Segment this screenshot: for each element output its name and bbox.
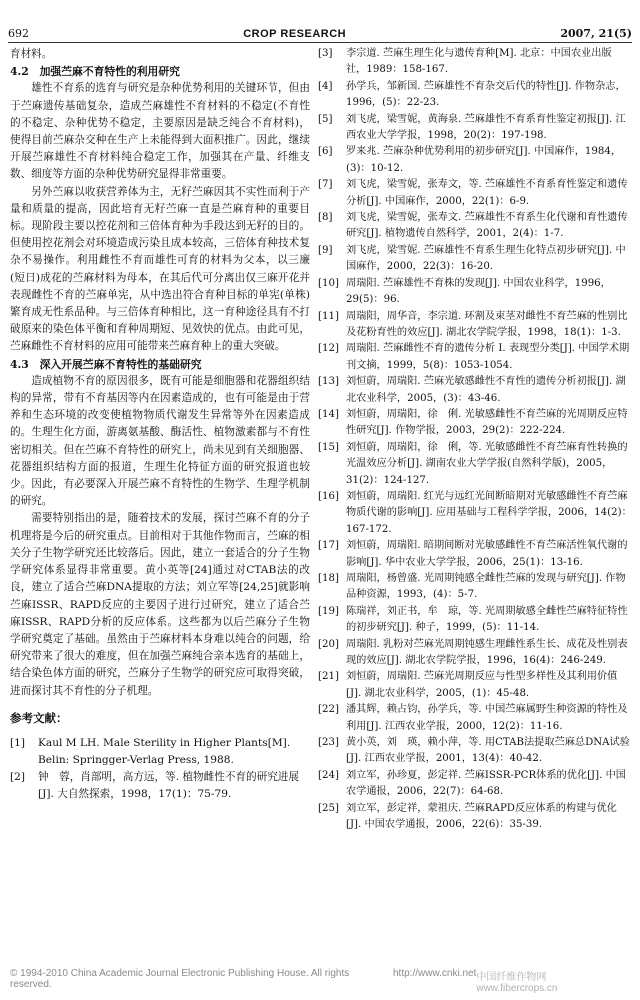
- copyright-notice: © 1994-2010 China Academic Journal Electronic Publishing House. All rights reserved.: [10, 968, 350, 990]
- reference-item: [318, 702, 632, 735]
- reference-item: [10, 769, 310, 803]
- reference-text: 刘飞虎，梁雪妮. 苎麻雄性不育系生理生化特点初步研究[J]. 中国麻作，2000，22(3)：16-20.: [346, 244, 626, 273]
- reference-item: [318, 604, 632, 637]
- section-4-2-paragraph-1: 雄性不育系的选育与研究是杂种优势利用的关键环节，但由于苎麻遗传基础复杂，造成苎麻雄性不育材料的不稳定(不育性的不稳定、杂种优势不稳定，主要原因是缺乏纯合不育材料)，使得目前苎麻杂交种在生产上未能得到大面积推广。因此，继续开展苎麻雄性不育材料纯合稳定工作，加强其在产量、纤维支数、细度等方面的杂种优势研究显得非常重要。: [10, 82, 310, 181]
- watermark: 中国纤维作物网 www.fibercrops.cn: [476, 972, 558, 994]
- reference-item: [318, 735, 632, 768]
- reference-text: 周瑞阳，周华音，李宗道. 环割及束茎对雌性不育苎麻的性别比及花粉育性的效应[J]. 湖北农学院学报，1998，18(1)：1-3.: [346, 310, 628, 338]
- reference-number: [3]: [318, 48, 333, 59]
- reference-item: [318, 341, 632, 374]
- reference-number: [15]: [318, 441, 339, 453]
- left-column: [10, 46, 310, 986]
- reference-text: 钟 蓉，肖部明，高方远，等. 植物雌性不育的研究进展[J]. 大自然探索，1998，17(1)：75-79.: [38, 771, 299, 801]
- reference-number: [1]: [10, 736, 26, 749]
- reference-text: 刘恒蔚，周瑞阳. 暗期间断对光敏感雌性不育苎麻活性氧代谢的影响[J]. 华中农业大学学报，2006，25(1)：13-16.: [346, 540, 628, 568]
- reference-item: [318, 309, 632, 342]
- reference-item: [318, 144, 632, 177]
- reference-number: [12]: [318, 343, 339, 355]
- reference-text: 罗来兆. 苎麻杂种优势利用的初步研究[J]. 中国麻作，1984，(3)：10-12.: [346, 146, 622, 174]
- reference-number: [23]: [318, 737, 339, 749]
- reference-number: [10]: [318, 277, 339, 289]
- reference-text: 刘恒蔚，周瑞阳，徐 俐. 光敏感雌性不育苎麻的光周期反应特性研究[J]. 作物学报，2003，29(2)：222-224.: [346, 408, 628, 437]
- reference-number: [22]: [318, 704, 339, 716]
- reference-number: [21]: [318, 671, 339, 683]
- reference-item: [318, 374, 632, 407]
- journal-title: CROP RESEARCH: [243, 28, 347, 40]
- reference-text: 黄小英，刘 瑛，赖小萍，等. 用CTAB法提取苎麻总DNA试验[J]. 江西农业学报，2001，13(4)：40-42.: [346, 737, 630, 765]
- reference-number: [20]: [318, 638, 339, 650]
- reference-item: [318, 243, 632, 276]
- references-heading: 参考文献：: [10, 710, 68, 725]
- reference-text: 潘其辉，赖占钧，孙学兵，等. 中国苎麻属野生种资源的特性及利用[J]. 江西农业学报，2000，12(2)：11-16.: [346, 704, 628, 732]
- reference-item: [318, 571, 632, 604]
- reference-number: [9]: [318, 244, 333, 256]
- section-4-2-paragraph-2: 另外苎麻以收获营养体为主，无籽苎麻因其不实性而利于产量和质量的提高，因此培育无籽苎麻一直是苎麻育种的重要目标。现阶段主要以控花剂和三倍体育种为手段达到无籽的目的。但使用控花剂会对环境造成污染且成本较高，三倍体育种技术复杂不易操作。利用雌性不育而雄性可育的材料为父本，以三廉(短日)成花的苎麻材料为母本，在其后代可分离出仅三麻开花并表现雌性不育的苎麻单宪，从中选出符合育种目标的单宪(单株)繁育成无性系品种。与三倍体育种相比，这一育种途径具有不打破原来的染色体平衡和育种周期短、见效快的优点。由此可见，苎麻雌性不育材料的应用可能带来苎麻育种上的重大突破。: [10, 185, 310, 353]
- section-4-3-heading: 4.3 深入开展苎麻不育特性的基础研究: [10, 357, 202, 371]
- references-list-left: [10, 735, 310, 804]
- reference-text: 周瑞阳，杨曾盛. 光周期钝感全雌性苎麻的发现与研究[J]. 作物品种资源，1993，(4)：5-7.: [346, 573, 626, 601]
- reference-item: [318, 489, 632, 538]
- reference-item: [318, 768, 632, 801]
- reference-number: [8]: [318, 212, 333, 224]
- reference-text: 周瑞阳. 苎麻雌性不育的遗传分析 Ⅰ. 表现型分类[J]. 中国学术期刊文摘，1999，5(8)：1053-1054.: [346, 343, 630, 371]
- section-4-3-paragraph-2: 需要特别指出的是，随着技术的发展，探讨苎麻不育的分子机理将是今后的研究重点。目前相对于其他作物而言，苎麻的相关分子生物学研究还比较落后。因此，建立一套适合的分子生物学研究体系显得非常重要。黄小英等[24]通过对CTAB法的改良，建立了适合苎麻DNA提取的方法；刘立军等[24,25]就影响苎麻ISSR、RAPD反应的主要因子进行过研究，建立了适合苎麻ISSR、RAPD分析的反应体系。这些都为以后苎麻分子生物学研究奠定了基础。虽然由于苎麻材料本身难以纯合的问题，给研究带来了很大的难度，但在加强苎麻纯合亲本选育的基础上，结合染色体方面的研究，苎麻分子生物学的研究应可取得突破，进而探讨其不育性的分子机理。: [10, 512, 310, 697]
- reference-item: [318, 801, 632, 834]
- reference-number: [16]: [318, 490, 339, 502]
- reference-text: 刘立军，彭定祥，蒙祖庆. 苎麻RAPD反应体系的构建与优化[J]. 中国农学通报，2006，22(6)：35-39.: [346, 802, 617, 831]
- reference-item: [318, 538, 632, 571]
- reference-item: [318, 112, 632, 145]
- reference-number: [4]: [318, 80, 333, 92]
- reference-item: [318, 79, 632, 112]
- page-footer: [10, 968, 630, 994]
- reference-number: [17]: [318, 540, 339, 552]
- reference-text: 刘恒蔚，周瑞阳. 红光与远红光间断暗期对光敏感雌性不育苎麻物质代谢的影响[J]. 应用基础与工程科学学报，2006，14(2)：167-172.: [346, 490, 632, 535]
- reference-number: [14]: [318, 408, 339, 420]
- running-header: [8, 22, 632, 40]
- page-number: 692: [8, 27, 29, 40]
- reference-item: [318, 669, 632, 702]
- reference-text: Kaul M LH. Male Sterility in Higher Plants[M]. Belin: Springger-Verlag Press, 1988.: [38, 736, 291, 766]
- header-rule: [8, 42, 632, 43]
- reference-number: [7]: [318, 179, 333, 191]
- reference-item: [318, 440, 632, 489]
- reference-text: 刘飞虎，梁雪妮，黄海泉. 苎麻雄性不育系育性鉴定初报[J]. 江西农业大学学报，1998，20(2)：197-198.: [346, 113, 626, 142]
- lead-in-text: 育材料。: [10, 48, 53, 60]
- reference-text: 刘飞虎，梁雪妮，张寿文，等. 苎麻雄性不育系育性鉴定和遗传分析[J]. 中国麻作，2000，22(1)：6-9.: [346, 179, 628, 207]
- reference-text: 李宗道. 苎麻生理生化与遗传育种[M]. 北京：中国农业出版社，1989：158-167.: [346, 48, 612, 76]
- source-url[interactable]: http://www.cnki.net: [392, 968, 477, 979]
- reference-item: [10, 735, 310, 769]
- section-4-2-heading: 4.2 加强苎麻不育特性的利用研究: [10, 65, 180, 79]
- reference-number: [24]: [318, 769, 339, 781]
- reference-number: [13]: [318, 376, 339, 388]
- reference-text: 刘恒蔚，周瑞阳. 苎麻光敏感雌性不育性的遗传分析初报[J]. 湖北农业科学，2005，(3)：43-46.: [346, 376, 626, 404]
- reference-text: 刘恒蔚，周瑞阳. 苎麻光周期反应与性型多样性及其利用价值[J]. 湖北农业科学，2005，(1)：45-48.: [346, 671, 618, 699]
- reference-item: [318, 407, 632, 440]
- reference-number: [18]: [318, 573, 339, 584]
- reference-number: [6]: [318, 146, 333, 158]
- right-column: [318, 46, 632, 981]
- reference-item: [318, 210, 632, 243]
- reference-text: 陈瑞祥，刘正书，牟 琼，等. 光周期敏感全雌性苎麻特征特性的初步研究[J]. 种子，1999，(5)：11-14.: [346, 605, 628, 634]
- reference-text: 刘飞虎，梁雪妮，张寿文. 苎麻雄性不育系生化代谢和育性遗传研究[J]. 植物遗传自然科学，2001，2(4)：1-7.: [346, 212, 628, 240]
- reference-text: 刘立军，孙珍夏，彭定祥. 苎麻ISSR-PCR体系的优化[J]. 中国农学通报，2006，22(7)：64-68.: [346, 769, 626, 798]
- reference-item: [318, 177, 632, 210]
- reference-number: [19]: [318, 605, 339, 617]
- reference-text: 刘恒蔚，周瑞阳，徐 俐，等. 光敏感雌性不育苎麻育性转换的光温效应分析[J]. 湖南农业大学学报(自然科学版)，2005，31(2)：124-127.: [346, 441, 628, 486]
- reference-number: [5]: [318, 113, 333, 125]
- reference-number: [11]: [318, 310, 339, 322]
- reference-text: 周瑞阳. 乳粉对苎麻光周期钝感生理雌性系生长、成花及性别表现的效应[J]. 湖北农学院学报，1996，16(4)：246-249.: [346, 638, 628, 667]
- reference-item: [318, 276, 632, 309]
- section-4-3-paragraph-1: 造成植物不育的原因很多，既有可能是细胞器和花器组织结构的异常，带有不育基因等内在因素造成的，也有可能是由于营养和生态环境的改变使植物物质代谢发生异常等外在因素造成的。生理生化方面，游离氨基酸、酶活性、植物激素都与不育性密切相关。但在苎麻不育特性的研究上，尚未见到有关细胞器、花器组织结构方面的报道，生理生化特征方面的研究报道也较少。因此，有必要深入开展苎麻不育特性的生物学、生理学机制的研究。: [10, 374, 310, 508]
- reference-text: 周瑞阳. 苎麻雄性不育株的发现[J]. 中国农业科学，1996，29(5)：96.: [346, 277, 611, 306]
- reference-number: [25]: [318, 802, 339, 814]
- reference-text: 孙学兵，邹新国. 苎麻雄性不育杂交后代的特性[J]. 作物杂志，1996，(5)：22-23.: [346, 80, 626, 109]
- reference-item: [318, 637, 632, 670]
- volume-issue: 2007, 21(5): [560, 27, 632, 40]
- reference-number: [2]: [10, 771, 26, 784]
- reference-item: [318, 46, 632, 79]
